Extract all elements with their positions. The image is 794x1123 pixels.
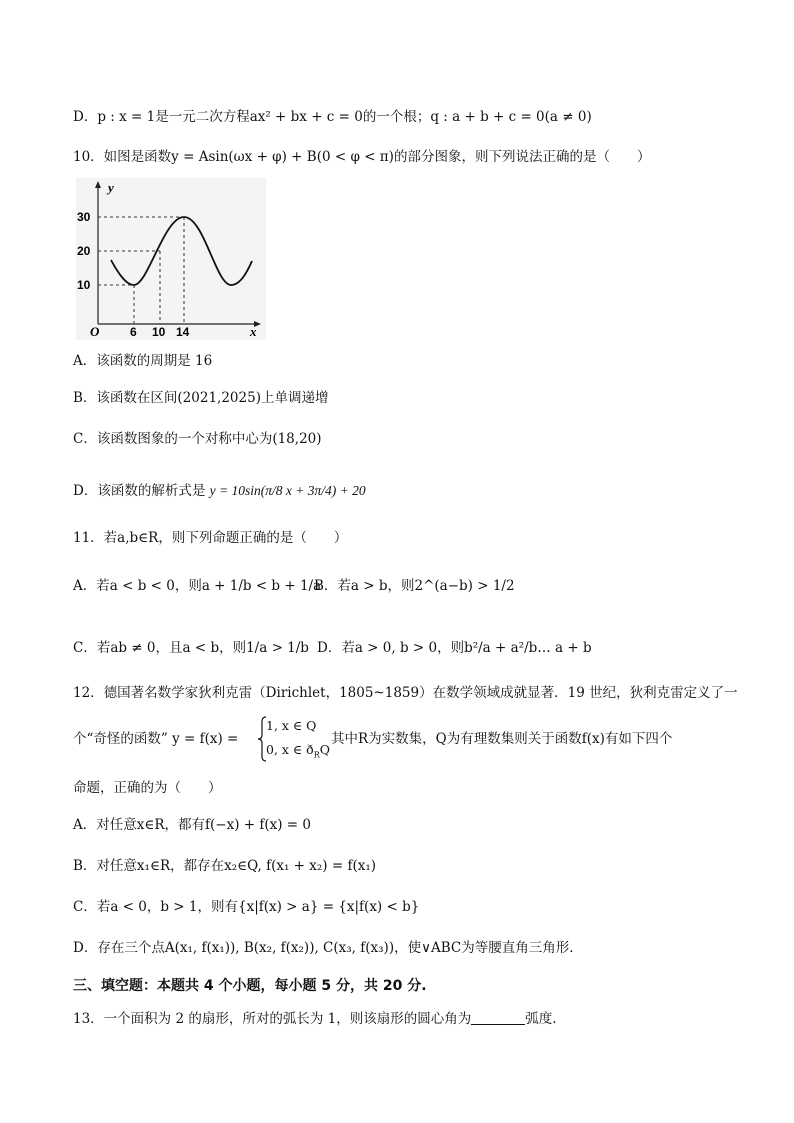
q12-option-b: B．对任意x₁∈R，都存在x₂∈Q, f(x₁ + x₂) = f(x₁)	[73, 858, 377, 874]
y-tick-30: 30	[77, 210, 91, 224]
q11-option-a: A．若a < b < 0，则a + 1/b < b + 1/a	[73, 578, 322, 594]
x-tick-6: 6	[130, 325, 137, 339]
section-heading: 三、填空题：本题共 4 个小题，每小题 5 分，共 20 分.	[73, 978, 427, 994]
y-axis-label: y	[108, 180, 114, 195]
q12-option-d: D．存在三个点A(x₁, f(x₁)), B(x₂, f(x₂)), C(x₃, f(x₃))，使∨ABC为等腰直角三角形．	[73, 940, 583, 956]
x-tick-14: 14	[176, 325, 190, 339]
q10-option-b: B．该函数在区间(2021,2025)上单调递增	[73, 390, 329, 406]
y-tick-10: 10	[77, 278, 91, 292]
q12-case-rational: 1, x ∈ Q	[266, 718, 317, 733]
q11-option-d: D．若a > 0, b > 0，则b²/a + a²/b… a + b	[317, 640, 592, 656]
q10-option-d	[73, 481, 366, 501]
q10-option-a: A．该函数的周期是 16	[73, 353, 213, 369]
q10-option-d-formula: y = 10sin(π/8 x + 3π/4) + 20	[209, 483, 366, 498]
q11-stem: 11．若a,b∈R，则下列命题正确的是（ ）	[73, 530, 348, 546]
q10-option-d-prefix: D．该函数的解析式是	[73, 483, 206, 499]
q11-option-b: B．若a > b，则2^(a−b) > 1/2	[314, 578, 515, 594]
q12-stem-line1: 12．德国著名数学家狄利克雷（Dirichlet，1805~1859）在数学领域成就显著．19 世纪，狄利克雷定义了一	[73, 685, 738, 701]
y-tick-20: 20	[77, 244, 91, 258]
x-tick-10: 10	[152, 325, 166, 339]
x-axis-label: x	[250, 324, 257, 339]
q10-option-c: C．该函数图象的一个对称中心为(18,20)	[73, 431, 322, 447]
q12-case-irrational-sub: R	[313, 750, 320, 760]
q12-stem-line2-suffix: 其中R为实数集，Q为有理数集则关于函数f(x)有如下四个	[331, 731, 673, 747]
q13-stem-suffix: 弧度.	[525, 1011, 557, 1027]
q12-option-a: A．对任意x∈R，都有f(−x) + f(x) = 0	[73, 817, 311, 833]
q9-option-d: D．p : x = 1是一元二次方程ax² + bx + c = 0的一个根；q : a + b + c = 0(a ≠ 0)	[73, 109, 592, 125]
q12-option-c: C．若a < 0，b > 1，则有{x|f(x) > a} = {x|f(x) < b}	[73, 899, 420, 915]
q13-stem	[73, 1009, 557, 1029]
q12-case-irrational-tail: Q	[319, 742, 330, 757]
q12-case-irrational	[266, 740, 330, 766]
q12-stem-line2-prefix: 个“奇怪的函数” y = f(x) =	[73, 731, 239, 747]
answer-blank[interactable]	[471, 1010, 525, 1025]
q13-stem-prefix: 13．一个面积为 2 的扇形，所对的弧长为 1，则该扇形的圆心角为	[73, 1011, 472, 1027]
q12-case-irrational-main: 0, x ∈ ð	[266, 742, 314, 757]
q10-function-graph	[76, 178, 266, 340]
q10-stem: 10．如图是函数y = Asin(ωx + φ) + B(0 < φ < π)的部分图象，则下列说法正确的是（ ）	[73, 149, 651, 165]
q12-stem-line3: 命题，正确的为（ ）	[73, 780, 222, 796]
origin-label: O	[90, 324, 100, 339]
q11-option-c: C．若ab ≠ 0，且a < b，则1/a > 1/b	[73, 640, 309, 656]
